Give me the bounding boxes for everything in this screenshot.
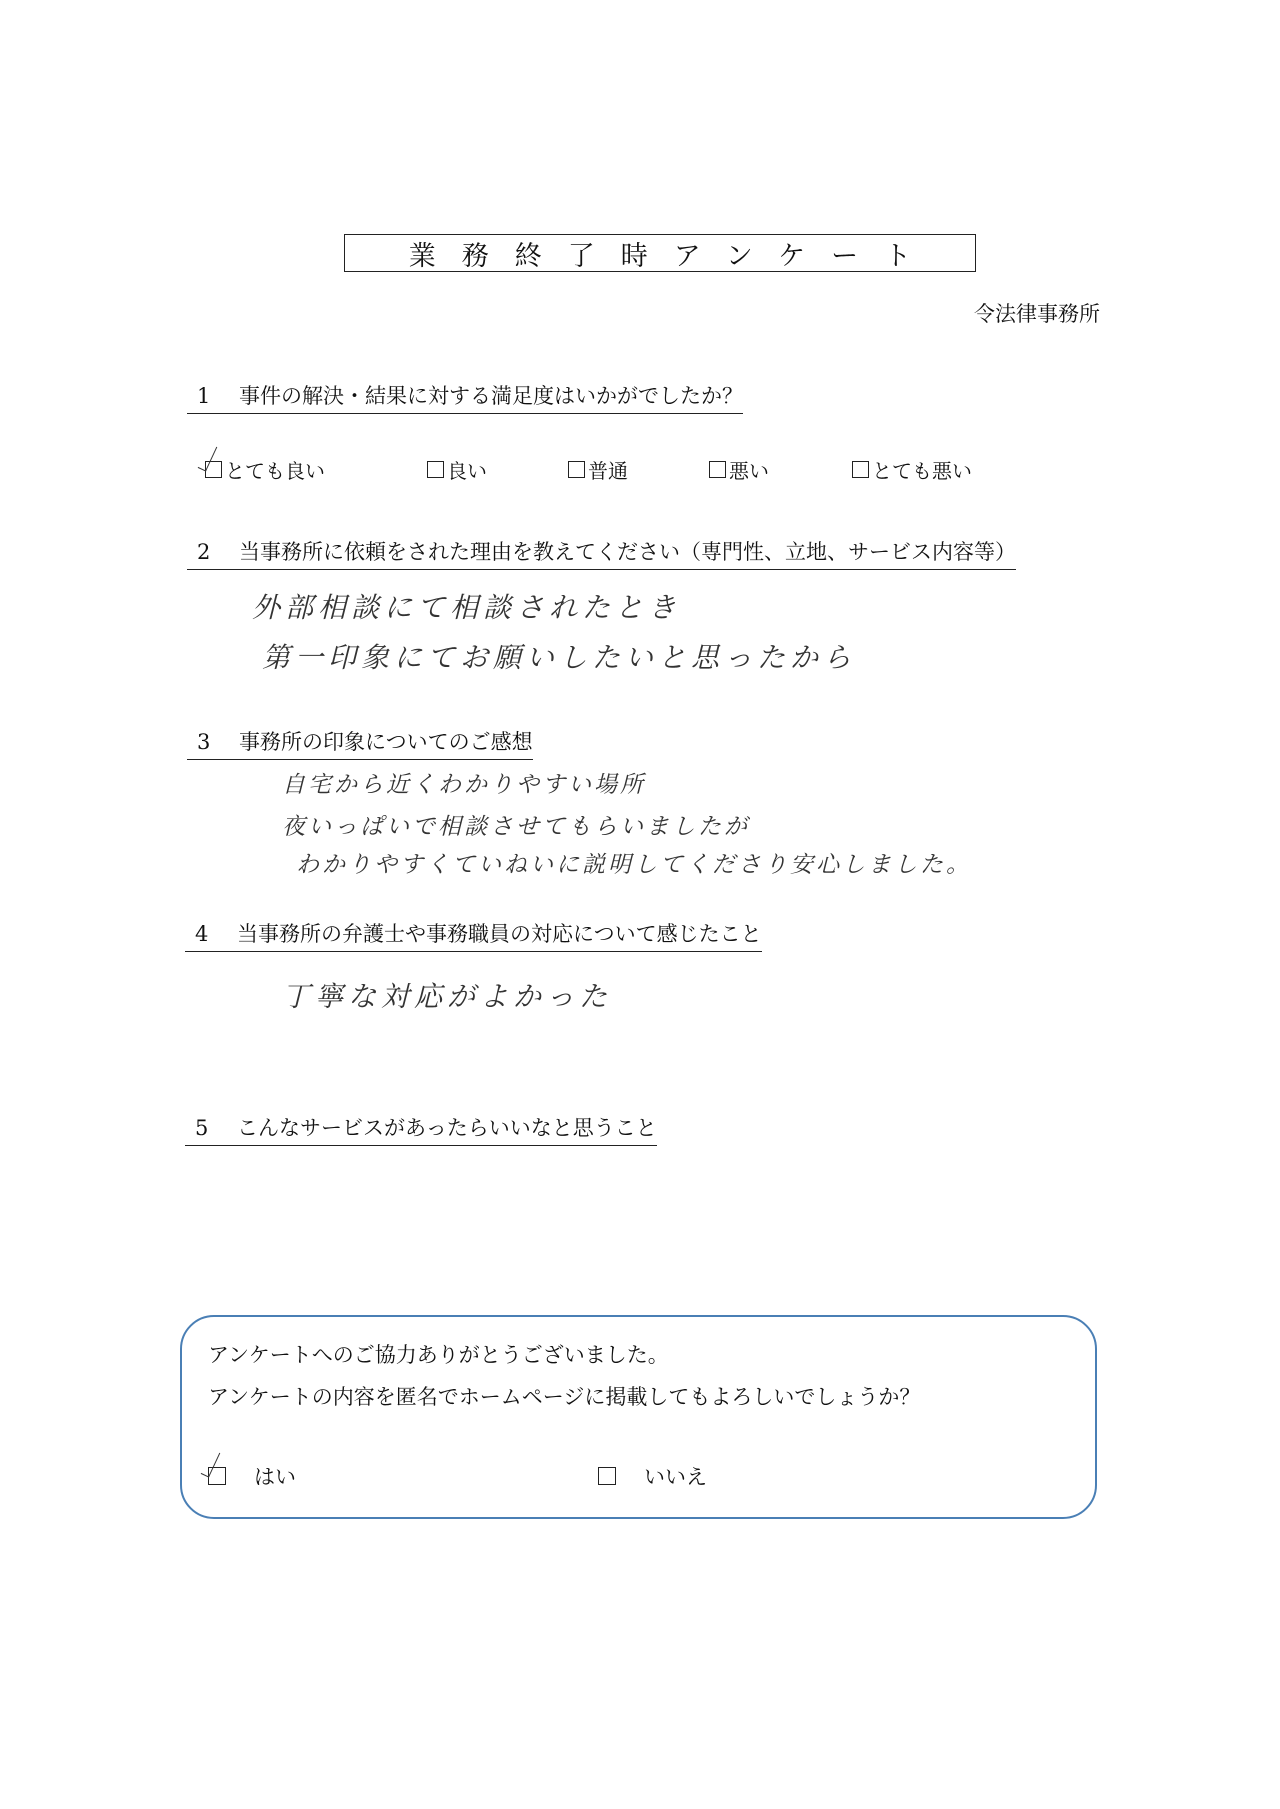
checkbox-very-bad[interactable] [852, 461, 869, 478]
checkbox-yes[interactable] [208, 1467, 226, 1485]
question-3: 3 事務所の印象についてのご感想 [187, 726, 533, 760]
question-1: 1 事件の解決・結果に対する満足度はいかがでしたか？ [187, 380, 743, 414]
question-4: 4 当事務所の弁護士や事務職員の対応について感じたこと [185, 918, 762, 952]
checkbox-bad[interactable] [709, 461, 726, 478]
answer-3-line-2: 夜いっぱいで相談させてもらいましたが [282, 814, 750, 840]
answer-2-line-2: 第一印象にてお願いしたいと思ったから [262, 641, 857, 674]
checkbox-good[interactable] [427, 461, 444, 478]
option-normal[interactable]: 普通 [568, 455, 628, 484]
answer-2-line-1: 外部相談にて相談されたとき [252, 591, 682, 624]
consent-box [180, 1315, 1097, 1519]
option-very-bad[interactable]: とても悪い [852, 455, 972, 484]
option-bad[interactable]: 悪い [709, 455, 769, 484]
consent-question: アンケートの内容を匿名でホームページに掲載してもよろしいでしょうか？ [208, 1385, 921, 1409]
question-5: 5 こんなサービスがあったらいいなと思うこと [185, 1112, 657, 1146]
answer-3-line-1: 自宅から近くわかりやすい場所 [282, 772, 646, 798]
firm-name: 令法律事務所 [974, 302, 1100, 326]
consent-yes[interactable]: はい [208, 1461, 296, 1491]
checkbox-normal[interactable] [568, 461, 585, 478]
checkbox-no[interactable] [598, 1467, 616, 1485]
consent-thanks: アンケートへのご協力ありがとうございました。 [208, 1343, 669, 1367]
survey-title: 業務終了時アンケート [408, 240, 938, 272]
checkbox-very-good[interactable] [205, 461, 222, 478]
option-good[interactable]: 良い [427, 455, 487, 484]
consent-no[interactable]: いいえ [598, 1461, 707, 1491]
answer-3-line-3: わかりやすくていねいに説明してくださり安心しました。 [296, 852, 972, 878]
option-very-good[interactable]: とても良い [205, 455, 325, 484]
question-2: 2 当事務所に依頼をされた理由を教えてください（専門性、立地、サービス内容等） [187, 536, 1016, 570]
survey-title-box [344, 234, 976, 272]
answer-4-line-1: 丁寧な対応がよかった [282, 980, 613, 1013]
satisfaction-options [205, 455, 1025, 485]
